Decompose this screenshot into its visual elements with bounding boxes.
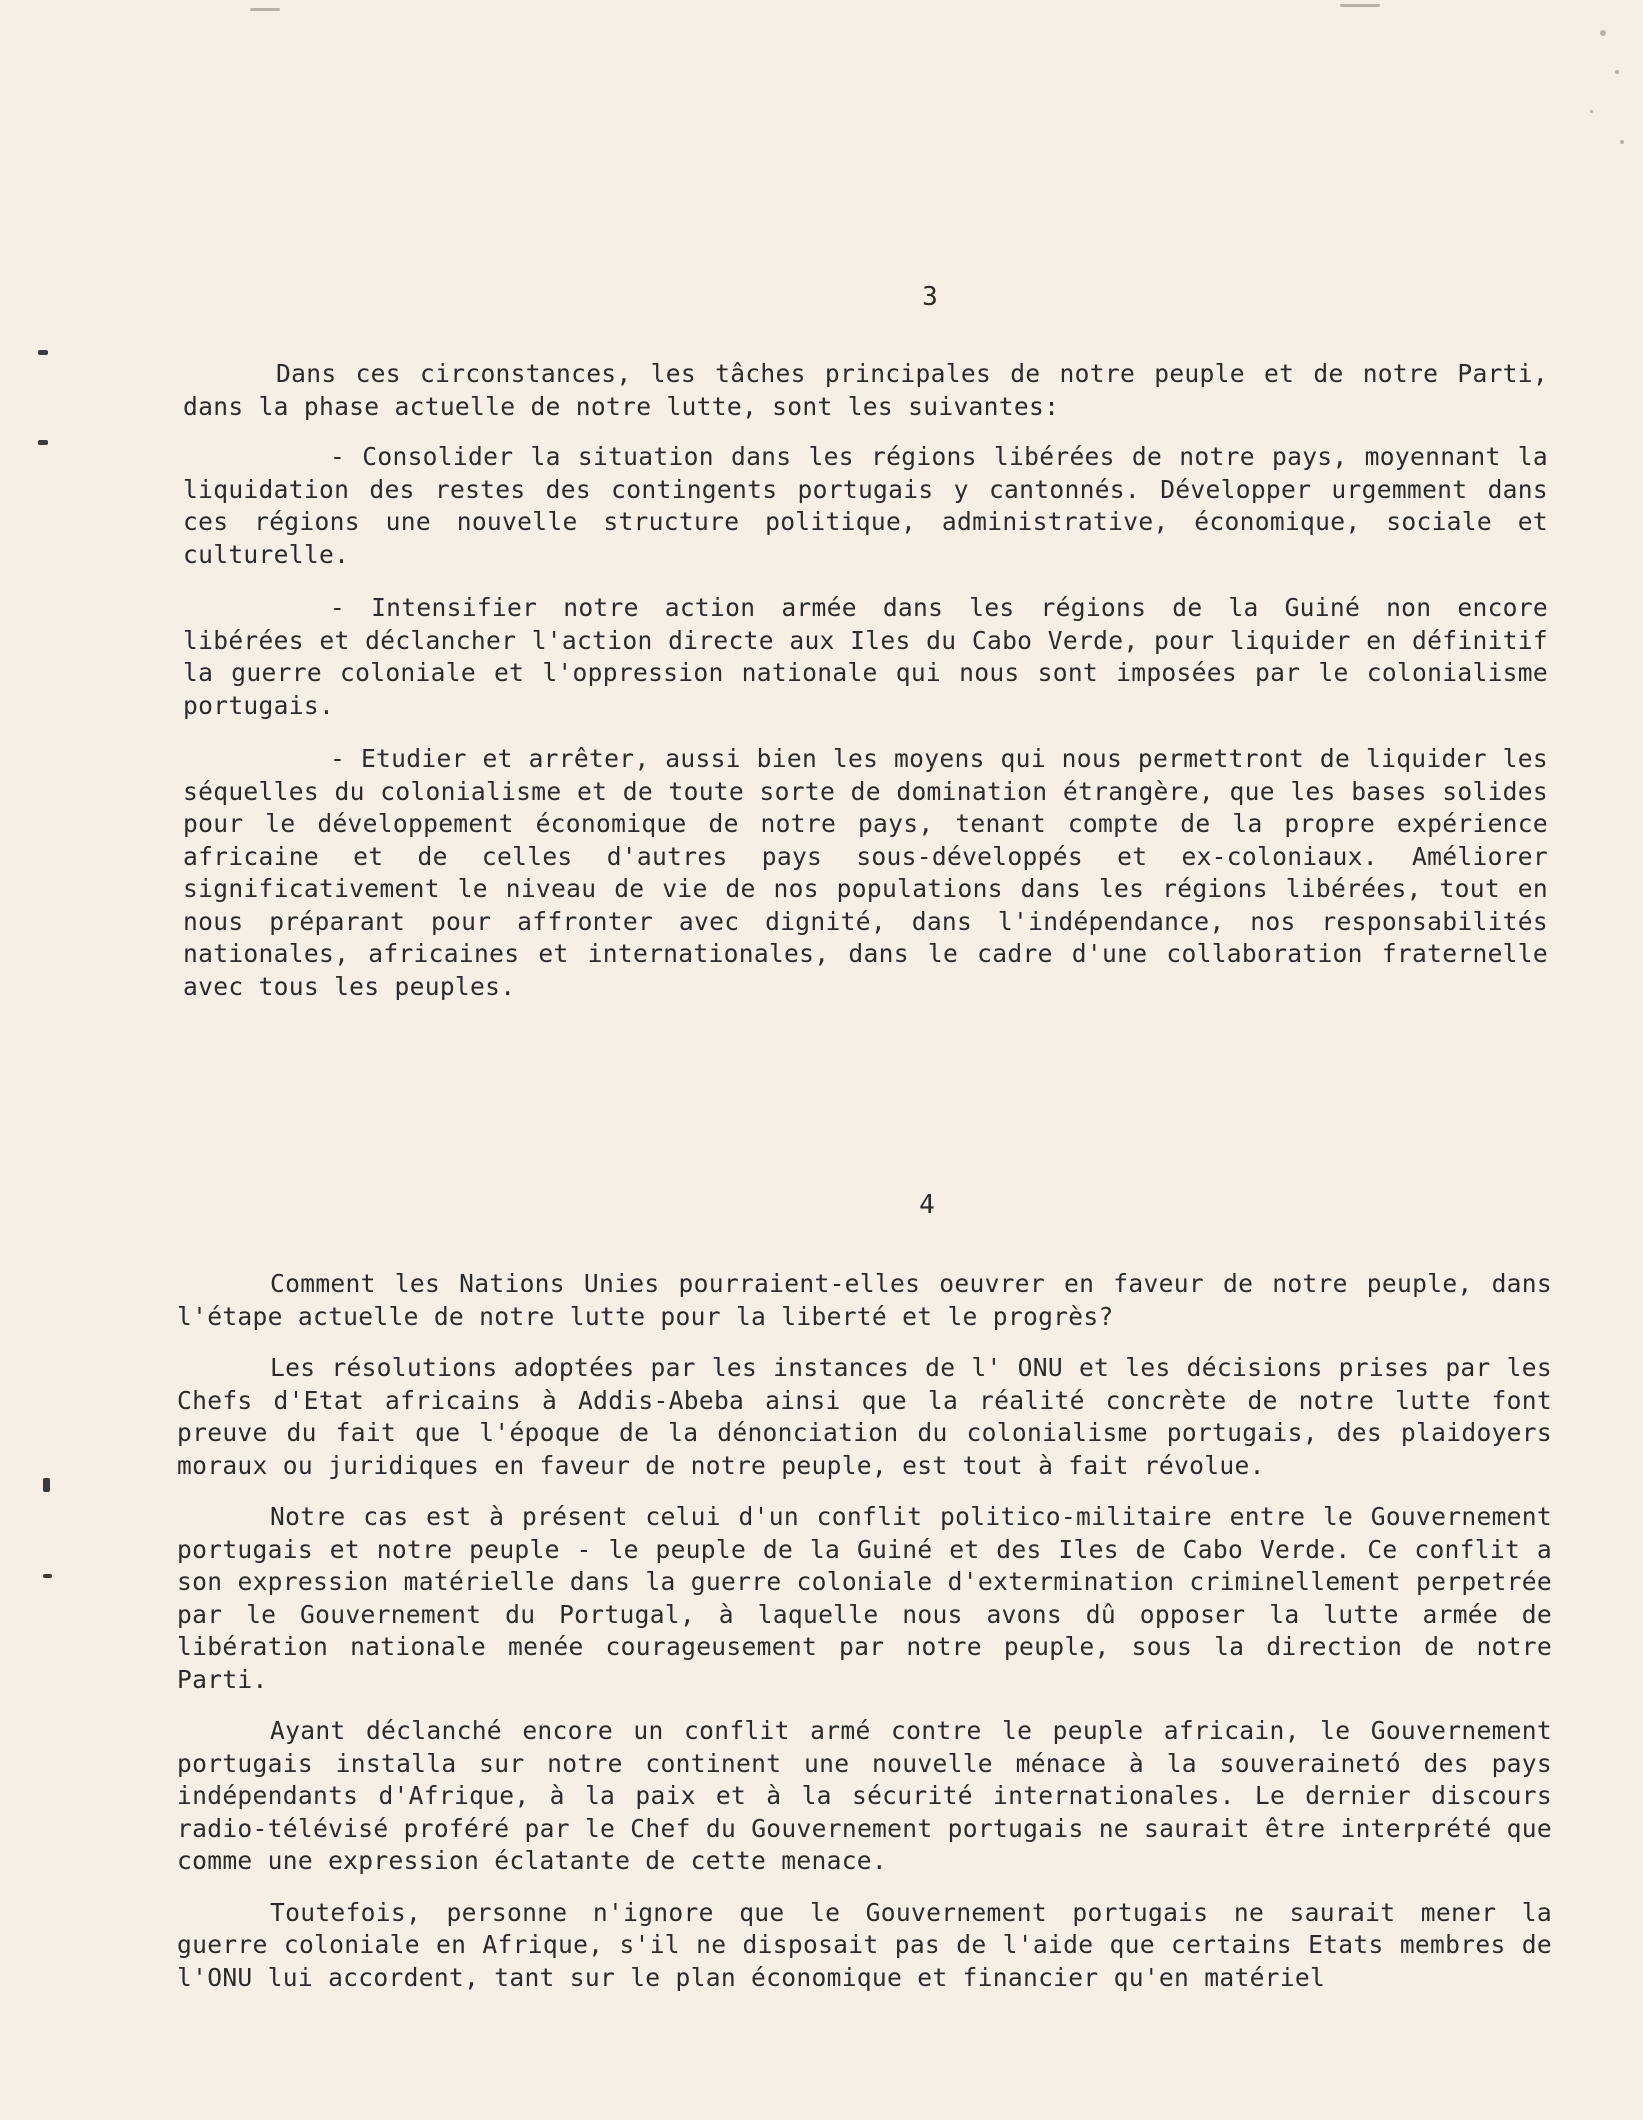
margin-mark [38, 350, 48, 355]
paper-speck [250, 8, 280, 11]
paragraph-intro-tasks: Dans ces circonstances, les tâches principales de notre peuple et de notre Parti, dans la phase actuelle de notre lutte, sont les suivantes: [183, 359, 1548, 421]
paper-speck [1340, 4, 1380, 7]
paragraph-task-consolidate: - Consolider la situation dans les régions libérées de notre pays, moyennant la liquidation des restes des contingents portugais y cantonnés. Développer urgemment dans ces régions une nouvelle structure politique, administrative, économique, sociale et culturelle. [183, 442, 1548, 569]
margin-mark [38, 440, 48, 445]
paragraph-conflict: Notre cas est à présent celui d'un conflit politico-militaire entre le Gouvernement portugais et notre peuple - le peuple de la Guiné et des Iles de Cabo Verde. Ce conflit a son expression matérielle dans la guerre coloniale d'extermination criminellement perpetrée par le Gouvernement du Portugal, à laquelle nous avons dû opposer la lutte armée de libération nationale menée courageusement par notre peuple, sous la direction de notre Parti. [177, 1502, 1552, 1694]
paragraph-aid: Toutefois, personne n'ignore que le Gouvernement portugais ne saurait mener la guerre coloniale en Afrique, s'il ne disposait pas de l'aide que certains Etats membres de l'ONU lui accordent, tant sur le plan économique et financier qu'en matériel [177, 1897, 1552, 1992]
paper-speck [1600, 30, 1606, 36]
paragraph-task-study: - Etudier et arrêter, aussi bien les moyens qui nous permettront de liquider les séquelles du colonialisme et de toute sorte de domination étrangère, que les bases solides pour le développement économique de notre pays, tenant compte de la propre expérience africaine et de celles d'autres pays sous-développés et ex-coloniaux. Améliorer significativement le niveau de vie de nos populations dans les régions libérées, tout en nous préparant pour affronter avec dignité, dans l'indépendance, nos responsabilités nationales, africaines et internationales, dans le cadre d'une collaboration fraternelle avec tous les peuples. [183, 744, 1548, 1001]
paragraph-resolutions: Les résolutions adoptées par les instances de l' ONU et les décisions prises par les Chefs d'Etat africains à Addis-Abeba ainsi que la réalité concrète de notre lutte font preuve du fait que l'époque de la dénonciation du colonialisme portugais, des plaidoyers moraux ou juridiques en faveur de notre peuple, est tout à fait révolue. [177, 1353, 1552, 1480]
paper-speck [1620, 140, 1624, 144]
section-page-3 [183, 358, 1548, 1024]
section-page-4 [177, 1268, 1552, 2013]
margin-mark [43, 1478, 50, 1492]
page-number-3: 3 [922, 282, 938, 312]
paragraph-menace: Ayant déclanché encore un conflit armé contre le peuple africain, le Gouvernement portugais installa sur notre continent une nouvelle ménace à la souverainetó des pays indépendants d'Afrique, à la paix et à la sécurité internationales. Le dernier discours radio-télévisé proféré par le Chef du Gouvernement portugais ne saurait être interprété que comme une expression éclatante de cette menace. [177, 1716, 1552, 1875]
paper-speck [1615, 70, 1619, 74]
margin-mark [43, 1574, 52, 1578]
page-number-4: 4 [919, 1190, 935, 1220]
paper-speck [1590, 110, 1593, 113]
paragraph-task-intensify: - Intensifier notre action armée dans les régions de la Guiné non encore libérées et déclancher l'action directe aux Iles du Cabo Verde, pour liquider en définitif la guerre coloniale et l'oppression nationale qui nous sont imposées par le colonialisme portugais. [183, 593, 1548, 720]
paragraph-question-un: Comment les Nations Unies pourraient-elles oeuvrer en faveur de notre peuple, dans l'étape actuelle de notre lutte pour la liberté et le progrès? [177, 1269, 1552, 1331]
